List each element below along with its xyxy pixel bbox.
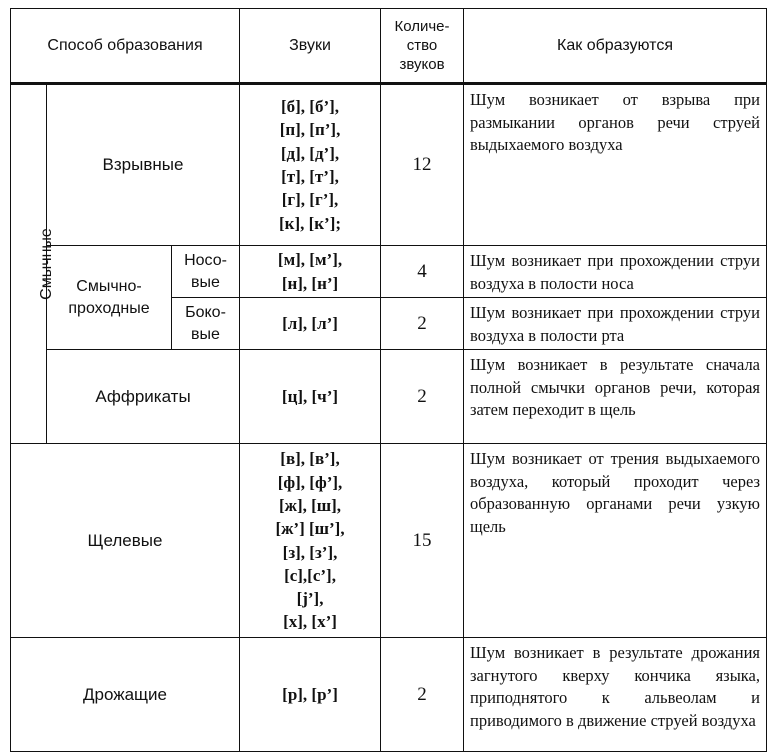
sound-line: [ж], [ш], — [278, 495, 342, 515]
category-drozhashchie: Дрожащие — [11, 638, 240, 752]
sounds-affrikaty — [240, 350, 381, 444]
subcategory-nosovye — [172, 246, 240, 298]
desc-drozhashchie: Шум возникает в результате дрожания загнутого кверху кончика языка, приподнятого к альвеолам и приводимого в движение струей воздуха — [464, 638, 767, 752]
category-smychno-prohodnye — [47, 246, 172, 350]
subcategory-nosovye-line1: Носо- — [184, 251, 227, 269]
subcategory-nosovye-line2: вые — [191, 273, 220, 291]
count-nosovye: 4 — [381, 246, 464, 298]
sounds-bokovye — [240, 298, 381, 350]
consonants-classification-table — [10, 8, 767, 752]
row-shchelevye — [11, 444, 767, 638]
desc-nosovye: Шум возникает при прохождении струи воздуха в полости носа — [464, 246, 767, 298]
sound-line: [ж’] [ш’], — [275, 519, 345, 539]
category-affrikaty: Аффрикаты — [47, 350, 240, 444]
desc-affrikaty: Шум возникает в результате сначала полной смычки органов речи, которая затем переходит в щель — [464, 350, 767, 444]
sound-line: [в], [в’], — [280, 449, 340, 469]
sound-line: [б], [б’], — [280, 97, 340, 117]
row-nosovye — [11, 246, 767, 298]
count-drozhashchie: 2 — [381, 638, 464, 752]
subcategory-bokovye-line1: Боко- — [185, 303, 226, 321]
sound-line: [м], [м’], — [277, 250, 343, 270]
sound-line: [д], [д’], — [280, 143, 340, 163]
category-shchelevye: Щелевые — [11, 444, 240, 638]
sound-line: [ц], [ч’] — [281, 386, 339, 406]
sounds-nosovye — [240, 246, 381, 298]
count-shchelevye: 15 — [381, 444, 464, 638]
category-vzryvnye: Взрывные — [47, 84, 240, 246]
header-method: Способ образования — [11, 9, 240, 84]
sound-line: [н], [н’] — [281, 273, 339, 293]
header-count — [381, 9, 464, 84]
subcategory-bokovye — [172, 298, 240, 350]
desc-shchelevye: Шум возникает от трения выдыхаемого воздуха, который проходит через образованную органами речи узкую щель — [464, 444, 767, 638]
count-vzryvnye: 12 — [381, 84, 464, 246]
sound-line: [х], [х’] — [283, 612, 337, 632]
sound-line: [т], [т’], — [281, 167, 339, 186]
consonants-table-frame — [10, 8, 766, 742]
header-count-line3: звуков — [399, 56, 445, 73]
sound-line: [г], [г’], — [281, 190, 339, 210]
sound-line: [р], [р’] — [282, 684, 338, 704]
desc-bokovye: Шум возникает при прохождении струи воздуха в полости рта — [464, 298, 767, 350]
sound-line: [з], [з’], — [282, 542, 338, 562]
sounds-drozhashchie — [240, 638, 381, 752]
row-affrikaty — [11, 350, 767, 444]
category-smychno-line2: проходные — [68, 299, 150, 317]
sound-line: [л], [л’] — [282, 313, 338, 333]
group-label-smychnye — [11, 84, 55, 444]
sound-line: [к], [к’]; — [278, 213, 342, 233]
desc-vzryvnye: Шум возникает от взрыва при размыкании органов речи струей выдыхаемого воздуха — [464, 84, 767, 246]
sound-line: [с],[с’], — [284, 565, 336, 585]
sound-line: [ф], [ф’], — [277, 472, 343, 492]
category-smychno-line1: Смычно- — [76, 277, 142, 295]
sound-line: [j’], — [296, 589, 324, 609]
header-count-line1: Количе- — [394, 18, 450, 35]
subcategory-bokovye-line2: вые — [191, 325, 220, 343]
header-count-line2: ство — [406, 37, 438, 54]
header-row — [11, 9, 767, 84]
group-label-smychnye-text: Смычные — [37, 228, 55, 300]
header-how: Как образуются — [464, 9, 767, 84]
row-drozhashchie — [11, 638, 767, 752]
count-affrikaty: 2 — [381, 350, 464, 444]
header-sounds: Звуки — [240, 9, 381, 84]
sounds-shchelevye — [240, 444, 381, 638]
row-vzryvnye — [11, 84, 767, 246]
sound-line: [п], [п’], — [279, 120, 341, 140]
sounds-vzryvnye — [240, 84, 381, 246]
count-bokovye: 2 — [381, 298, 464, 350]
